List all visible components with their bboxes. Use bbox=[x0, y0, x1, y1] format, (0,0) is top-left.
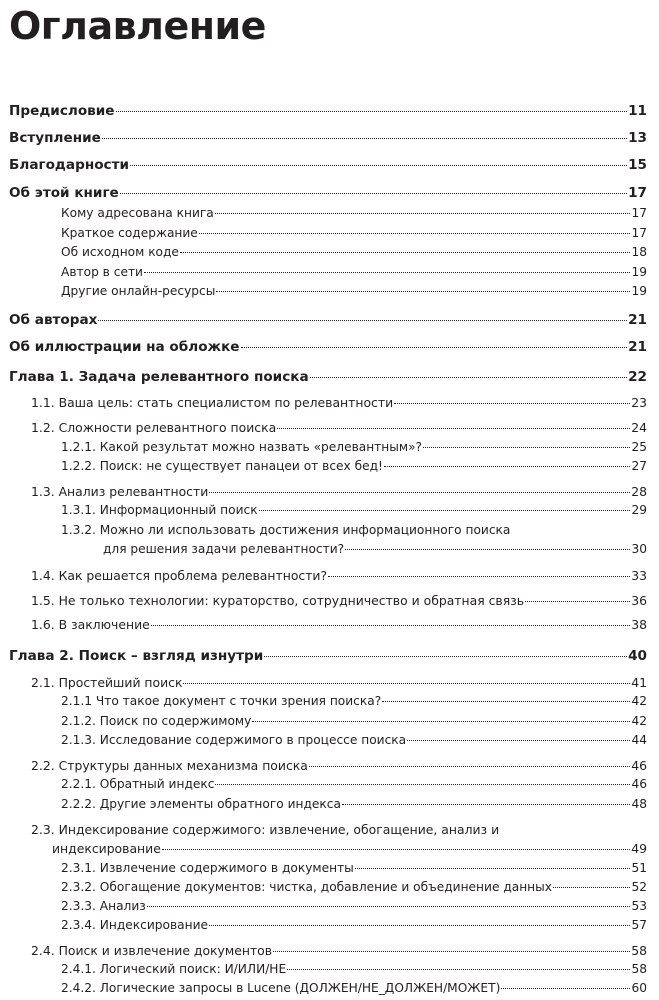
toc-entry-page: 38 bbox=[631, 617, 647, 632]
toc-leader-dots bbox=[215, 784, 630, 785]
toc-entry-page: 52 bbox=[631, 880, 647, 894]
toc-entry-title: Об исходном коде bbox=[61, 245, 179, 259]
toc-entry-page: 29 bbox=[631, 503, 647, 517]
toc-leader-dots bbox=[382, 701, 630, 702]
toc-entry-page: 33 bbox=[631, 568, 647, 583]
toc-entry-title: 1.4. Как решается проблема релевантности? bbox=[31, 568, 328, 583]
toc-entry-page: 21 bbox=[628, 312, 647, 328]
toc-entry-title: 1.5. Не только технологии: кураторство, сотрудничество и обратная связь bbox=[31, 593, 525, 608]
toc-entry-title: 2.3.2. Обогащение документов: чистка, добавление и объединение данных bbox=[61, 880, 552, 894]
toc-section[interactable] bbox=[31, 394, 647, 411]
toc-leader-dots bbox=[264, 656, 627, 657]
toc-entry[interactable] bbox=[61, 264, 647, 281]
toc-leader-dots bbox=[259, 510, 631, 511]
toc-entry-page: 46 bbox=[631, 777, 647, 791]
toc-entry-title: 2.3. Индексирование содержимого: извлечение, обогащение, анализ и bbox=[31, 822, 500, 837]
toc-leader-dots bbox=[328, 576, 630, 577]
toc-leader-dots bbox=[98, 320, 627, 321]
toc-entry-page: 41 bbox=[631, 675, 647, 690]
toc-entry-page: 21 bbox=[628, 339, 647, 355]
toc-entry-page: 18 bbox=[631, 245, 647, 259]
toc-entry-page: 25 bbox=[631, 440, 647, 454]
toc-entry-title: Об этой книге bbox=[9, 185, 119, 201]
toc-entry-title: 2.1.1 Что такое документ с точки зрения поиска? bbox=[61, 694, 382, 708]
toc-entry-title: 2.3.4. Индексирование bbox=[61, 918, 208, 932]
toc-entry-title: Автор в сети bbox=[61, 265, 143, 279]
toc-chapter-1[interactable] bbox=[9, 368, 647, 387]
toc-entry-title: 2.2.1. Обратный индекс bbox=[61, 777, 215, 791]
toc-leader-dots bbox=[384, 466, 631, 467]
toc-leader-dots bbox=[102, 138, 627, 139]
toc-subsection[interactable] bbox=[61, 439, 647, 456]
toc-entry-page: 58 bbox=[631, 962, 647, 976]
toc-entry-about-cover[interactable] bbox=[9, 338, 647, 357]
toc-entry-title: Кому адресована книга bbox=[61, 206, 214, 220]
toc-entry-page: 27 bbox=[631, 459, 647, 473]
toc-entry[interactable] bbox=[61, 225, 647, 242]
toc-entry-title: 1.2.2. Поиск: не существует панацеи от всех бед! bbox=[61, 459, 383, 473]
toc-entry-page: 19 bbox=[631, 284, 647, 298]
toc-entry-page: 60 bbox=[631, 981, 647, 995]
toc-entry-page: 53 bbox=[631, 899, 647, 913]
toc-subsection[interactable] bbox=[61, 796, 647, 813]
toc-entry-title: 2.2.2. Другие элементы обратного индекса bbox=[61, 797, 341, 811]
toc-leader-dots bbox=[241, 347, 628, 348]
toc-leader-dots bbox=[394, 403, 630, 404]
toc-entry-title: 2.4. Поиск и извлечение документов bbox=[31, 943, 273, 958]
toc-entry-page: 13 bbox=[628, 130, 647, 146]
toc-leader-dots bbox=[130, 165, 627, 166]
toc-entry-title: для решения задачи релевантности? bbox=[103, 542, 345, 556]
toc-chapter-2[interactable] bbox=[9, 647, 647, 666]
toc-section[interactable] bbox=[31, 483, 647, 500]
toc-leader-dots bbox=[209, 492, 630, 493]
toc-subsection[interactable] bbox=[61, 458, 647, 475]
toc-entry-title: 2.2. Структуры данных механизма поиска bbox=[31, 758, 308, 773]
toc-leader-dots bbox=[501, 988, 630, 989]
toc-leader-dots bbox=[309, 766, 630, 767]
toc-leader-dots bbox=[423, 447, 630, 448]
toc-entry-page: 36 bbox=[631, 593, 647, 608]
toc-leader-dots bbox=[151, 625, 630, 626]
toc-entry-page: 58 bbox=[631, 943, 647, 958]
toc-subsection[interactable] bbox=[61, 879, 647, 896]
toc-entry-acknowledgements[interactable] bbox=[9, 156, 647, 175]
toc-section[interactable] bbox=[31, 757, 647, 774]
page-title: Оглавление bbox=[9, 4, 266, 48]
toc-entry-page: 24 bbox=[631, 420, 647, 435]
toc-entry-title: Краткое содержание bbox=[61, 226, 198, 240]
toc-entry-title: 2.3.3. Анализ bbox=[61, 899, 146, 913]
toc-leader-dots bbox=[216, 291, 630, 292]
toc-subsection[interactable] bbox=[61, 776, 647, 793]
toc-leader-dots bbox=[183, 683, 630, 684]
toc-leader-dots bbox=[273, 951, 630, 952]
toc-entry-page: 42 bbox=[631, 694, 647, 708]
toc-entry-page: 28 bbox=[631, 484, 647, 499]
toc-leader-dots bbox=[209, 925, 631, 926]
toc-entry-page: 30 bbox=[631, 542, 647, 556]
toc-entry-page: 42 bbox=[631, 714, 647, 728]
toc-leader-dots bbox=[199, 233, 631, 234]
toc-leader-dots bbox=[162, 849, 630, 850]
toc-entry-title: 1.2. Сложности релевантного поиска bbox=[31, 420, 277, 435]
toc-section[interactable] bbox=[31, 567, 647, 584]
toc-entry-title: 1.3. Анализ релевантности bbox=[31, 484, 209, 499]
toc-subsection[interactable] bbox=[61, 898, 647, 915]
toc-entry-page: 49 bbox=[631, 841, 647, 856]
toc-entry-about-authors[interactable] bbox=[9, 311, 647, 330]
toc-leader-dots bbox=[355, 868, 631, 869]
toc-entry-introduction[interactable] bbox=[9, 129, 647, 148]
toc-entry-title: индексирование bbox=[52, 841, 161, 856]
toc-entry[interactable] bbox=[61, 205, 647, 222]
toc-entry-title: Предисловие bbox=[9, 103, 115, 119]
toc-entry-title: 2.1.3. Исследование содержимого в процессе поиска bbox=[61, 733, 407, 747]
toc-entry-title: 2.1.2. Поиск по содержимому bbox=[61, 714, 252, 728]
toc-leader-dots bbox=[310, 377, 627, 378]
toc-section[interactable] bbox=[31, 419, 647, 436]
toc-entry-page: 48 bbox=[631, 797, 647, 811]
toc-entry-page: 19 bbox=[631, 265, 647, 279]
toc-entry-page: 51 bbox=[631, 861, 647, 875]
toc-entry-page: 40 bbox=[628, 648, 647, 664]
toc-entry-page: 23 bbox=[631, 395, 647, 410]
toc-leader-dots bbox=[252, 721, 630, 722]
toc-entry-title: 1.3.1. Информационный поиск bbox=[61, 503, 258, 517]
toc-entry-page: 46 bbox=[631, 758, 647, 773]
toc-entry-page: 57 bbox=[631, 918, 647, 932]
toc-leader-dots bbox=[120, 193, 627, 194]
toc-entry-title: 1.2.1. Какой результат можно назвать «релевантным»? bbox=[61, 440, 422, 454]
toc-section[interactable] bbox=[31, 592, 647, 609]
toc-entry-title: Другие онлайн-ресурсы bbox=[61, 284, 216, 298]
toc-entry-page: 17 bbox=[631, 226, 647, 240]
toc-entry-title: 2.4.2. Логические запросы в Lucene (ДОЛЖЕН/НЕ_ДОЛЖЕН/МОЖЕТ) bbox=[61, 981, 501, 995]
toc-entry-title: Об иллюстрации на обложке bbox=[9, 339, 240, 355]
toc-leader-dots bbox=[287, 969, 630, 970]
toc-leader-dots bbox=[180, 252, 631, 253]
toc-subsection[interactable] bbox=[61, 732, 647, 749]
toc-section-line2[interactable] bbox=[52, 840, 647, 857]
toc-entry-title: 2.3.1. Извлечение содержимого в документы bbox=[61, 861, 354, 875]
toc-subsection[interactable] bbox=[61, 917, 647, 934]
toc-leader-dots bbox=[342, 804, 631, 805]
toc-entry-title: 2.1. Простейший поиск bbox=[31, 675, 183, 690]
toc-section[interactable] bbox=[31, 942, 647, 959]
toc-leader-dots bbox=[147, 906, 631, 907]
toc-subsection[interactable] bbox=[61, 980, 647, 997]
toc-entry-page: 22 bbox=[628, 369, 647, 385]
toc-entry-page: 44 bbox=[631, 733, 647, 747]
toc-leader-dots bbox=[407, 740, 630, 741]
toc-entry-page: 15 bbox=[628, 157, 647, 173]
toc-leader-dots bbox=[553, 887, 630, 888]
toc-subsection[interactable] bbox=[61, 860, 647, 877]
toc-entry-title: Об авторах bbox=[9, 312, 98, 328]
toc-entry-title: Глава 1. Задача релевантного поиска bbox=[9, 369, 309, 385]
toc-section[interactable] bbox=[31, 616, 647, 633]
toc-entry-title: 1.1. Ваша цель: стать специалистом по релевантности bbox=[31, 395, 394, 410]
toc-entry-title: Благодарности bbox=[9, 157, 130, 173]
toc-subsection[interactable] bbox=[61, 693, 647, 710]
toc-entry-title: 2.4.1. Логический поиск: И/ИЛИ/НЕ bbox=[61, 962, 287, 976]
toc-subsection[interactable] bbox=[61, 961, 647, 978]
toc-entry-about-book[interactable] bbox=[9, 184, 647, 203]
toc-subsection[interactable] bbox=[61, 502, 647, 519]
toc-leader-dots bbox=[277, 428, 630, 429]
toc-entry[interactable] bbox=[61, 283, 647, 300]
toc-entry-title: 1.6. В заключение bbox=[31, 617, 150, 632]
toc-entry[interactable] bbox=[61, 244, 647, 261]
toc-entry-preface[interactable] bbox=[9, 102, 647, 121]
toc-subsection-line1[interactable] bbox=[61, 522, 647, 539]
toc-entry-page: 17 bbox=[628, 185, 647, 201]
toc-entry-title: Глава 2. Поиск – взгляд изнутри bbox=[9, 648, 264, 664]
toc-leader-dots bbox=[525, 601, 630, 602]
toc-entry-page: 11 bbox=[628, 103, 647, 119]
toc-entry-page: 17 bbox=[631, 206, 647, 220]
toc-subsection-line2[interactable] bbox=[103, 541, 647, 558]
toc-entry-title: Вступление bbox=[9, 130, 101, 146]
toc-leader-dots bbox=[144, 272, 631, 273]
toc-leader-dots bbox=[345, 549, 630, 550]
toc-entry-title: 1.3.2. Можно ли использовать достижения информационного поиска bbox=[61, 523, 511, 537]
toc-subsection[interactable] bbox=[61, 713, 647, 730]
toc-section[interactable] bbox=[31, 674, 647, 691]
toc-leader-dots bbox=[116, 111, 628, 112]
toc-leader-dots bbox=[215, 213, 631, 214]
toc-section-line1[interactable] bbox=[31, 821, 647, 838]
